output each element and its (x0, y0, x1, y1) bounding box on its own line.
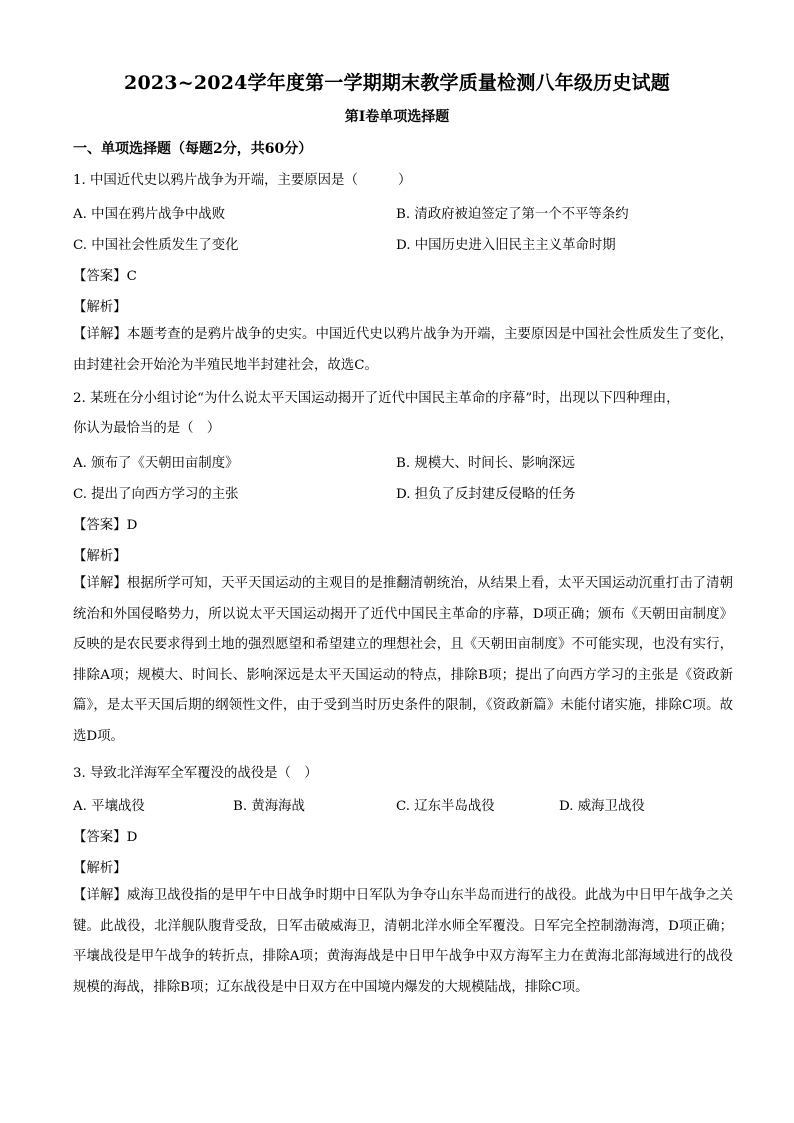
question-2-analysis-label: 【解析】 (73, 549, 127, 564)
detail-text: 威海卫战役指的是甲午中日战争时期中日军队为争夺山东半岛而进行的战役。此战为中日甲午战争之关键。此战役，北洋舰队腹背受敌，日军击破威海卫，清朝北洋水师全军覆没。日军完全控制渤海湾，D项正确；平壤战役是甲午战争的转折点，排除A项；黄海海战是中日甲午战争中双方海军主力在黄海北部海域进行的战役规模的海战，排除B项；辽东战役是中日双方在中国境内爆发的大规模陆战，排除C项。 (73, 888, 734, 995)
answer-value: D (126, 518, 138, 533)
detail-label: 【详解】 (73, 888, 127, 903)
question-1-answer (73, 265, 137, 284)
question-1-stem: 1. 中国近代史以鸦片战争为开端，主要原因是（ ） (73, 173, 412, 188)
detail-text: 根据所学可知，天平天国运动的主观目的是推翻清朝统治，从结果上看，太平天国运动沉重打击了清朝统治和外国侵略势力，所以说太平天国运动揭开了近代中国民主革命的序幕，D项正确；颁布《天朝田亩制度》反映的是农民要求得到土地的强烈愿望和希望建立的理想社会，且《天朝田亩制度》不可能实现，也没有实行，排除A项；规模大、时间长、影响深远是太平天国运动的特点，排除B项；提出了向西方学习的主张是《资政新篇》，是太平天国后期的纲领性文件，由于受到当时历史条件的限制，《资政新篇》未能付诸实施，排除C项。故选D项。 (73, 576, 734, 744)
question-3-detail (73, 881, 733, 1003)
question-3-analysis-label: 【解析】 (73, 861, 127, 876)
question-2-answer (73, 514, 137, 533)
question-3-option-c: C. 辽东半岛战役 (396, 799, 495, 814)
page-title: 2023~2024学年度第一学期期末教学质量检测八年级历史试题 (124, 72, 670, 94)
question-3-stem: 3. 导致北洋海军全军覆没的战役是（ ） (73, 766, 318, 781)
question-1-option-c: C. 中国社会性质发生了变化 (73, 238, 239, 253)
question-2-stem-line-1: 2. 某班在分小组讨论“为什么说太平天国运动揭开了近代中国民主革命的序幕”时，出现以下四种理由， (73, 391, 680, 406)
question-2-option-c: C. 提出了向西方学习的主张 (73, 487, 239, 502)
answer-value: D (126, 830, 138, 845)
question-3-option-a: A. 平壤战役 (73, 799, 145, 814)
page-subtitle: 第Ⅰ卷单项选择题 (344, 109, 450, 125)
question-1-option-b: B. 清政府被迫签定了第一个不平等条约 (396, 207, 629, 222)
question-2-option-d: D. 担负了反封建反侵略的任务 (396, 487, 576, 502)
answer-label: 【答案】 (73, 269, 127, 284)
question-3-option-b: B. 黄海海战 (233, 799, 305, 814)
detail-label: 【详解】 (73, 576, 127, 591)
question-3-answer (73, 826, 137, 845)
question-2-detail (73, 569, 733, 752)
question-2-stem-line-2: 你认为最恰当的是（ ） (73, 421, 221, 436)
question-1-detail (73, 320, 733, 381)
section-heading: 一、单项选择题（每题2分，共60分） (73, 141, 313, 157)
question-3-option-d: D. 威海卫战役 (559, 799, 645, 814)
question-1-analysis-label: 【解析】 (73, 300, 127, 315)
detail-text: 本题考查的是鸦片战争的史实。中国近代史以鸦片战争为开端，主要原因是中国社会性质发生了变化，由封建社会开始沦为半殖民地半封建社会，故选C。 (73, 327, 734, 373)
answer-label: 【答案】 (73, 518, 127, 533)
question-1-option-a: A. 中国在鸦片战争中战败 (73, 207, 226, 222)
answer-value: C (126, 269, 137, 284)
question-2-option-b: B. 规模大、时间长、影响深远 (396, 456, 576, 471)
answer-label: 【答案】 (73, 830, 127, 845)
detail-label: 【详解】 (73, 327, 127, 342)
question-2-option-a: A. 颁布了《天朝田亩制度》 (73, 456, 239, 471)
question-1-option-d: D. 中国历史进入旧民主主义革命时期 (396, 238, 616, 253)
